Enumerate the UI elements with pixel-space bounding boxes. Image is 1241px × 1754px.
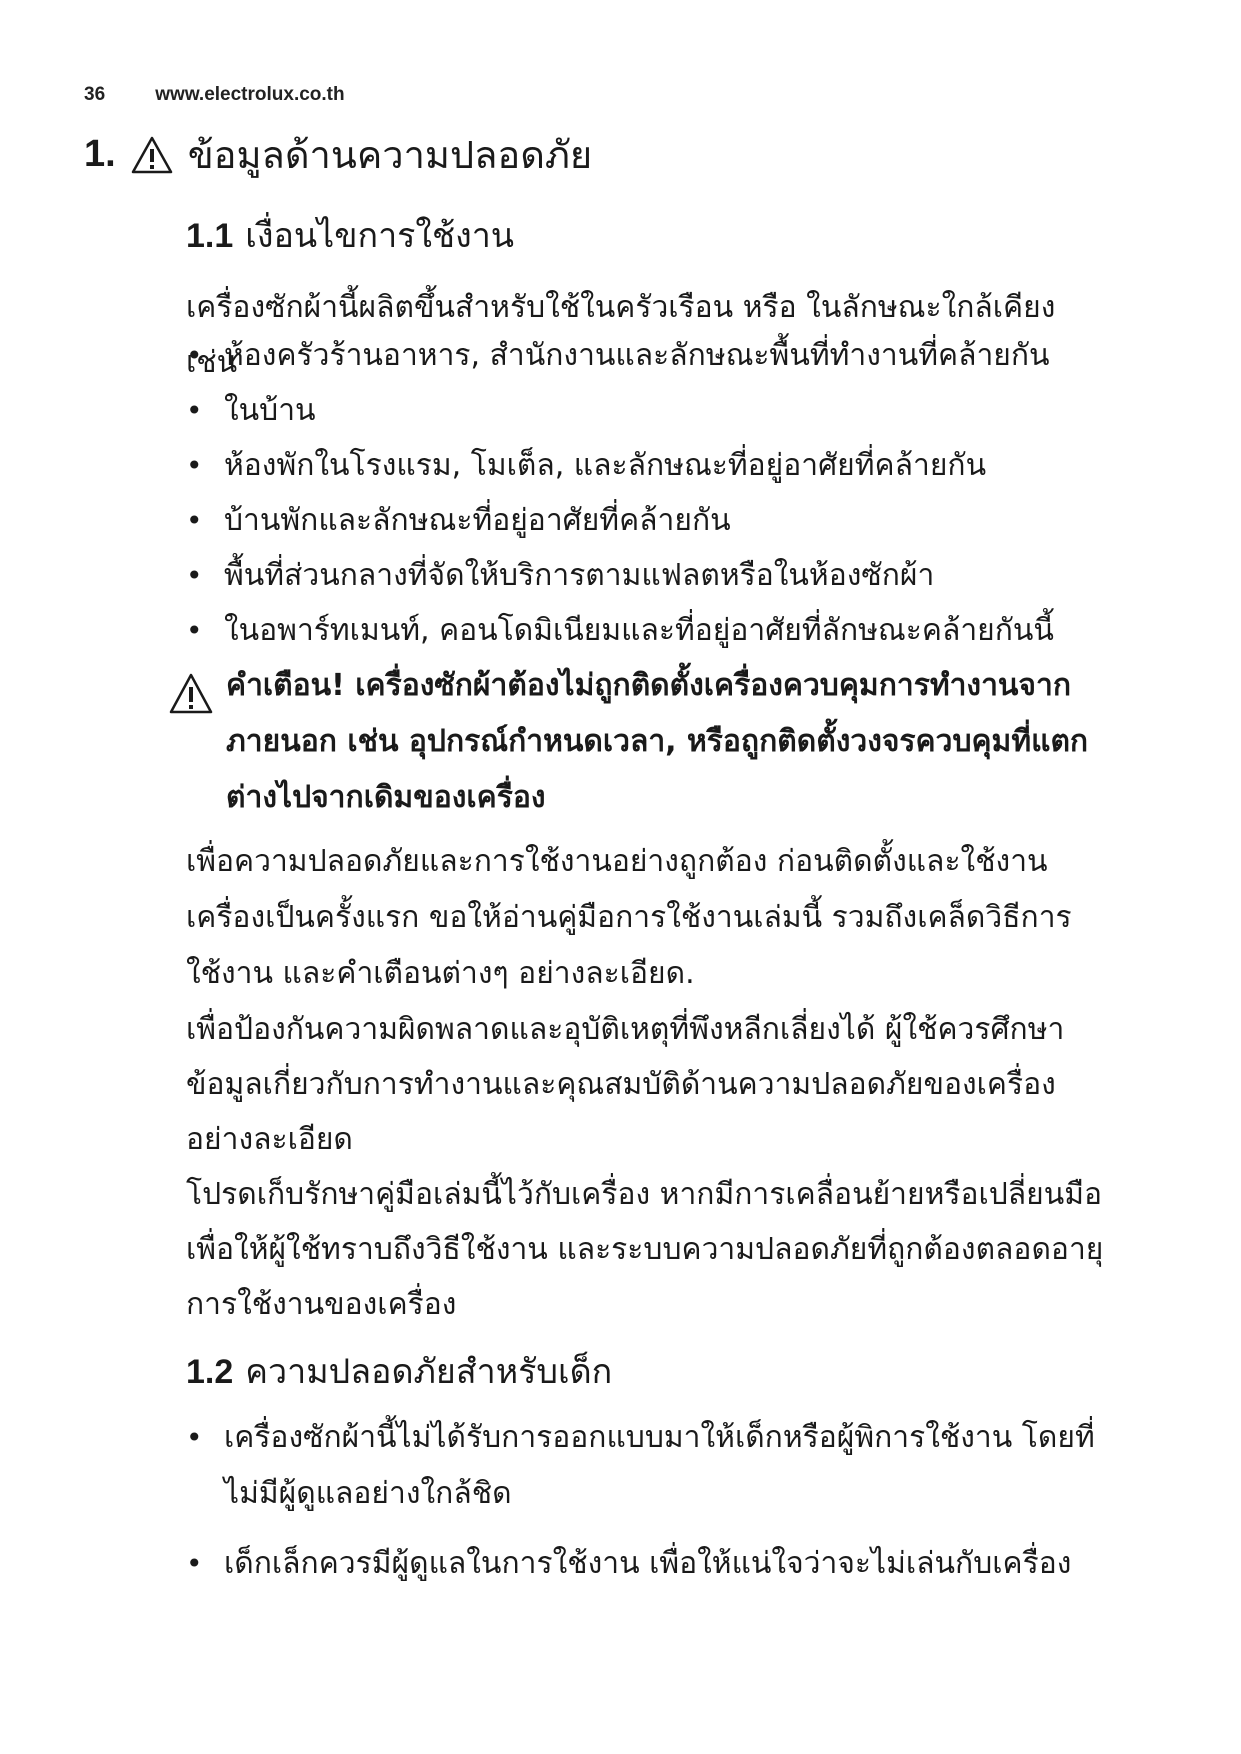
warning-triangle-icon bbox=[168, 672, 214, 716]
section-1-1-title: เงื่อนไขการใช้งาน bbox=[245, 216, 515, 256]
safety-paragraph: เพื่อป้องกันความผิดพลาดและอุบัติเหตุที่พึงหลีกเลี่ยงได้ ผู้ใช้ควรศึกษาข้อมูลเกี่ยวกับการทำงานและคุณสมบัติด้านความปลอดภัยของเครื่องอย่างละเอียด bbox=[186, 1012, 1065, 1157]
list-item: • ห้องครัวร้านอาหาร, สำนักงานและลักษณะพื้นที่ทำงานที่คล้ายกัน bbox=[186, 328, 1054, 383]
usage-list bbox=[186, 328, 1054, 658]
safety-paragraph: โปรดเก็บรักษาคู่มือเล่มนี้ไว้กับเครื่อง หากมีการเคลื่อนย้ายหรือเปลี่ยนมือเพื่อให้ผู้ใช้ทราบถึงวิธีใช้งาน และระบบความปลอดภัยที่ถูกต้องตลอดอายุการใช้งานของเครื่อง bbox=[186, 1177, 1104, 1322]
section-1-heading bbox=[84, 124, 592, 185]
section-1-number: 1. bbox=[84, 133, 116, 175]
list-item: • เครื่องซักผ้านี้ไม่ได้รับการออกแบบมาให้เด็กหรือผู้พิการใช้งาน โดยที่ไม่มีผู้ดูแลอย่างใกล้ชิด bbox=[186, 1410, 1106, 1522]
list-item: • เด็กเล็กควรมีผู้ดูแลในการใช้งาน เพื่อให้แน่ใจว่าจะไม่เล่นกับเครื่อง bbox=[186, 1536, 1106, 1592]
list-item: • พื้นที่ส่วนกลางที่จัดให้บริการตามแฟลตหรือในห้องซักผ้า bbox=[186, 548, 1054, 603]
safety-paragraph: เพื่อความปลอดภัยและการใช้งานอย่างถูกต้อง ก่อนติดตั้งและใช้งานเครื่องเป็นครั้งแรก ขอให้อ่านคู่มือการใช้งานเล่มนี้ รวมถึงเคล็ดวิธีการใช้งาน และคำเตือนต่างๆ อย่างละเอียด. bbox=[186, 844, 1072, 991]
page-number: 36 bbox=[84, 84, 106, 105]
usage-intro: เครื่องซักผ้านี้ผลิตขึ้นสำหรับใช้ในครัวเรือน หรือ ในลักษณะใกล้เคียง เช่น bbox=[186, 290, 1056, 380]
warning-box bbox=[168, 658, 1128, 826]
warning-text: คำเตือน! เครื่องซักผ้าต้องไม่ถูกติดตั้งเครื่องควบคุมการทำงานจากภายนอก เช่น อุปกรณ์กำหนดเวลา, หรือถูกติดตั้งวงจรควบคุมที่แตกต่างไปจากเดิมของเครื่อง bbox=[226, 668, 1089, 815]
website-url: www.electrolux.co.th bbox=[155, 84, 345, 105]
section-1-title: ข้อมูลด้านความปลอดภัย bbox=[187, 133, 593, 177]
section-1-2-number: 1.2 bbox=[186, 1353, 234, 1391]
child-safety-list bbox=[186, 1410, 1106, 1606]
section-1-1-number: 1.1 bbox=[186, 217, 234, 255]
section-1-2-heading bbox=[186, 1344, 612, 1398]
list-item: • ในบ้าน bbox=[186, 383, 1054, 438]
section-1-2-title: ความปลอดภัยสำหรับเด็ก bbox=[245, 1352, 613, 1392]
page-header bbox=[84, 84, 345, 106]
warning-triangle-icon bbox=[130, 135, 174, 175]
list-item: • ในอพาร์ทเมนท์, คอนโดมิเนียมและที่อยู่อาศัยที่ลักษณะคล้ายกันนี้ bbox=[186, 603, 1054, 658]
list-item: • บ้านพักและลักษณะที่อยู่อาศัยที่คล้ายกัน bbox=[186, 493, 1054, 548]
section-1-1-heading bbox=[186, 208, 514, 262]
list-item: • ห้องพักในโรงแรม, โมเต็ล, และลักษณะที่อยู่อาศัยที่คล้ายกัน bbox=[186, 438, 1054, 493]
